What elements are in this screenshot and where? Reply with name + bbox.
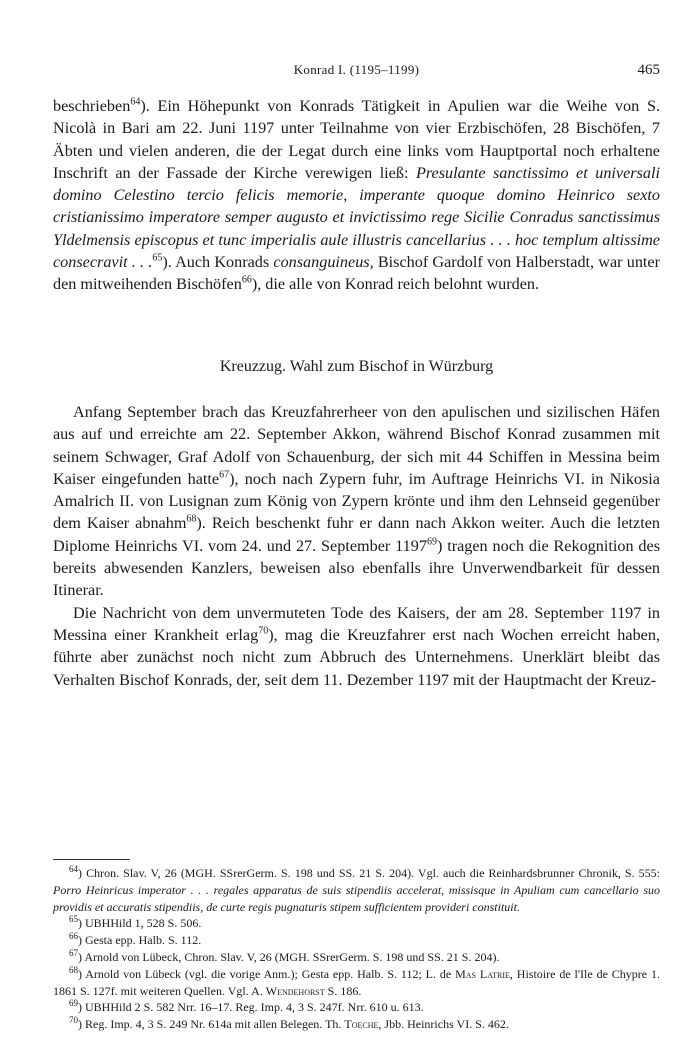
footnote-70 (53, 1016, 660, 1033)
text-run: ) Gesta epp. Halb. S. 112. (78, 933, 202, 948)
paragraph (53, 602, 660, 691)
footnote-number: 64 (69, 864, 78, 874)
footnote-ref: 69 (426, 536, 437, 548)
text-run: ) tragen noch die Rekognition des bereits abwesenden Kanzlers, beweisen also ebenfalls ihre Unverwendbarkeit für dessen Itinerar. (53, 536, 660, 600)
footnote-68 (53, 966, 660, 1000)
body-text-section-1 (53, 95, 660, 296)
footnote-ref: 66 (241, 274, 252, 286)
text-run: Anfang September brach das Kreuzfahrerheer von den apulischen und sizilischen Häfen aus auf und erreichte am 22. September Akkon, während Bischof Konrad zusammen mit seinem Schwager, Graf Adolf von Schauenburg, der sich mit 44 Schiffen in Messina beim Kaiser eingefunden hatte (53, 403, 660, 488)
text-run: ), die alle von Konrad reich belohnt wurden. (251, 275, 540, 294)
footnotes (53, 865, 660, 1033)
text-run: ) UBHHild 2 S. 582 Nrr. 16–17. Reg. Imp. 4, 3 S. 247f. Nrr. 610 u. 613. (78, 1000, 424, 1015)
text-run: , Jbb. Heinrichs VI. S. 462. (378, 1017, 509, 1032)
footnote-number: 68 (69, 964, 78, 975)
footnote-ref: 64 (130, 96, 141, 108)
text-run: ) Arnold von Lübeck (vgl. die vorige Anm.); Gesta epp. Halb. S. 112; L. de (78, 966, 456, 981)
footnote-ref: 65 (152, 252, 163, 264)
footnote-ref: 70 (258, 625, 269, 637)
text-run: beschrieben (53, 97, 131, 115)
body-text-section-2 (53, 401, 660, 691)
author-name: Toeche (344, 1017, 379, 1032)
footnote-number: 67 (69, 947, 78, 958)
text-run: Die Nachricht von dem unvermuteten Tode des Kaisers, der am 28. September 1197 in Messina einer Krankheit erlag (53, 603, 660, 644)
latin-quote: Porro Heinricus imperator . . . regales apparatus de suis stipendiis accelerat, missisque in Apuliam cum cancellario suo providis et accuratis stipendiis, de curte regis pugnaturis stipem sufficientem provideri constituit. (53, 882, 660, 914)
footnote-65 (53, 915, 660, 932)
text-run: S. 186. (324, 983, 362, 998)
text-run: Bischof Gardolf von Halberstadt, war unter den mitweihenden Bischöfen (53, 253, 660, 294)
running-title: Konrad I. (1195–1199) (293, 62, 420, 77)
latin-term: consanguineus, (273, 253, 374, 272)
page-number: 465 (637, 62, 660, 78)
footnote-69 (53, 999, 660, 1016)
author-name: Wendehorst (265, 983, 325, 998)
footnote-separator (53, 859, 130, 860)
latin-inscription: Presulante sanctissimo et universali domino Celestino tercio felicis memorie, imperante quoque domino Heinrico sexto cristianissimo imperatore semper augusto et invictissimo rege Sicilie Conradus sanctissimus Yldelmensis episcopus et tunc imperialis aule illustris cancellarius . . . hoc templum altissime consecravit . . . (53, 163, 660, 272)
section-heading: Kreuzzug. Wahl zum Bischof in Würzburg (219, 358, 494, 375)
author-name: Mas Latrie (455, 966, 510, 981)
paragraph (53, 95, 660, 296)
footnote-ref: 68 (186, 514, 197, 526)
footnote-number: 65 (69, 914, 78, 925)
text-run: ) Chron. Slav. V, 26 (MGH. SSrerGerm. S. 198 und SS. 21 S. 204). Vgl. auch die Reinhardsbrunner Chronik, S. 555: (78, 866, 660, 880)
footnote-number: 66 (69, 931, 78, 942)
text-run: ) Reg. Imp. 4, 3 S. 249 Nr. 614a mit allen Belegen. Th. (78, 1017, 345, 1032)
text-run: ), noch nach Zypern fuhr, im Auftrage Heinrichs VI. in Nikosia Amalrich II. von Lusignan zum König von Zypern krönte und ihm den Lehnseid gegenüber dem Kaiser abnahm (53, 469, 660, 533)
text-run: ), mag die Kreuzfahrer erst nach Wochen erreicht haben, führte aber zunächst noch nicht zum Abbruch des Unternehmens. Unerklärt bleibt das Verhalten Bischof Konrads, der, seit dem 11. Dezember 1197 mit der Hauptmacht der Kreuz- (53, 625, 660, 689)
footnote-number: 69 (69, 998, 78, 1009)
footnote-number: 70 (69, 1015, 78, 1026)
text-run: ). Ein Höhepunkt von Konrads Tätigkeit in Apulien war die Weihe von S. Nicolà in Bari am 22. Juni 1197 unter Teilnahme von vier Erzbischöfen, 28 Bischöfen, 7 Äbten und vielen anderen, die der Legat durch eine links vom Hauptportal noch erhaltene Inschrift an der Fassade der Kirche verewigen ließ: (53, 97, 660, 182)
text-run: , Histoire de l'Ile de Chypre 1. 1861 S. 127f. mit weiteren Quellen. Vgl. A. (53, 966, 660, 998)
running-head (53, 62, 660, 82)
text-run: ). Auch Konrads (162, 253, 274, 272)
footnote-67 (53, 949, 660, 966)
footnote-ref: 67 (219, 469, 230, 481)
text-run: ) UBHHild 1, 528 S. 506. (78, 916, 202, 931)
text-run: ) Arnold von Lübeck, Chron. Slav. V, 26 (MGH. SSrerGerm. S. 198 und SS. 21 S. 204). (78, 949, 500, 964)
footnote-66 (53, 932, 660, 949)
footnote-64 (53, 865, 660, 915)
paragraph (53, 401, 660, 602)
text-run: ). Reich beschenkt fuhr er dann nach Akkon weiter. Auch die letzten Diplome Heinrichs VI. vom 24. und 27. September 1197 (53, 514, 661, 555)
